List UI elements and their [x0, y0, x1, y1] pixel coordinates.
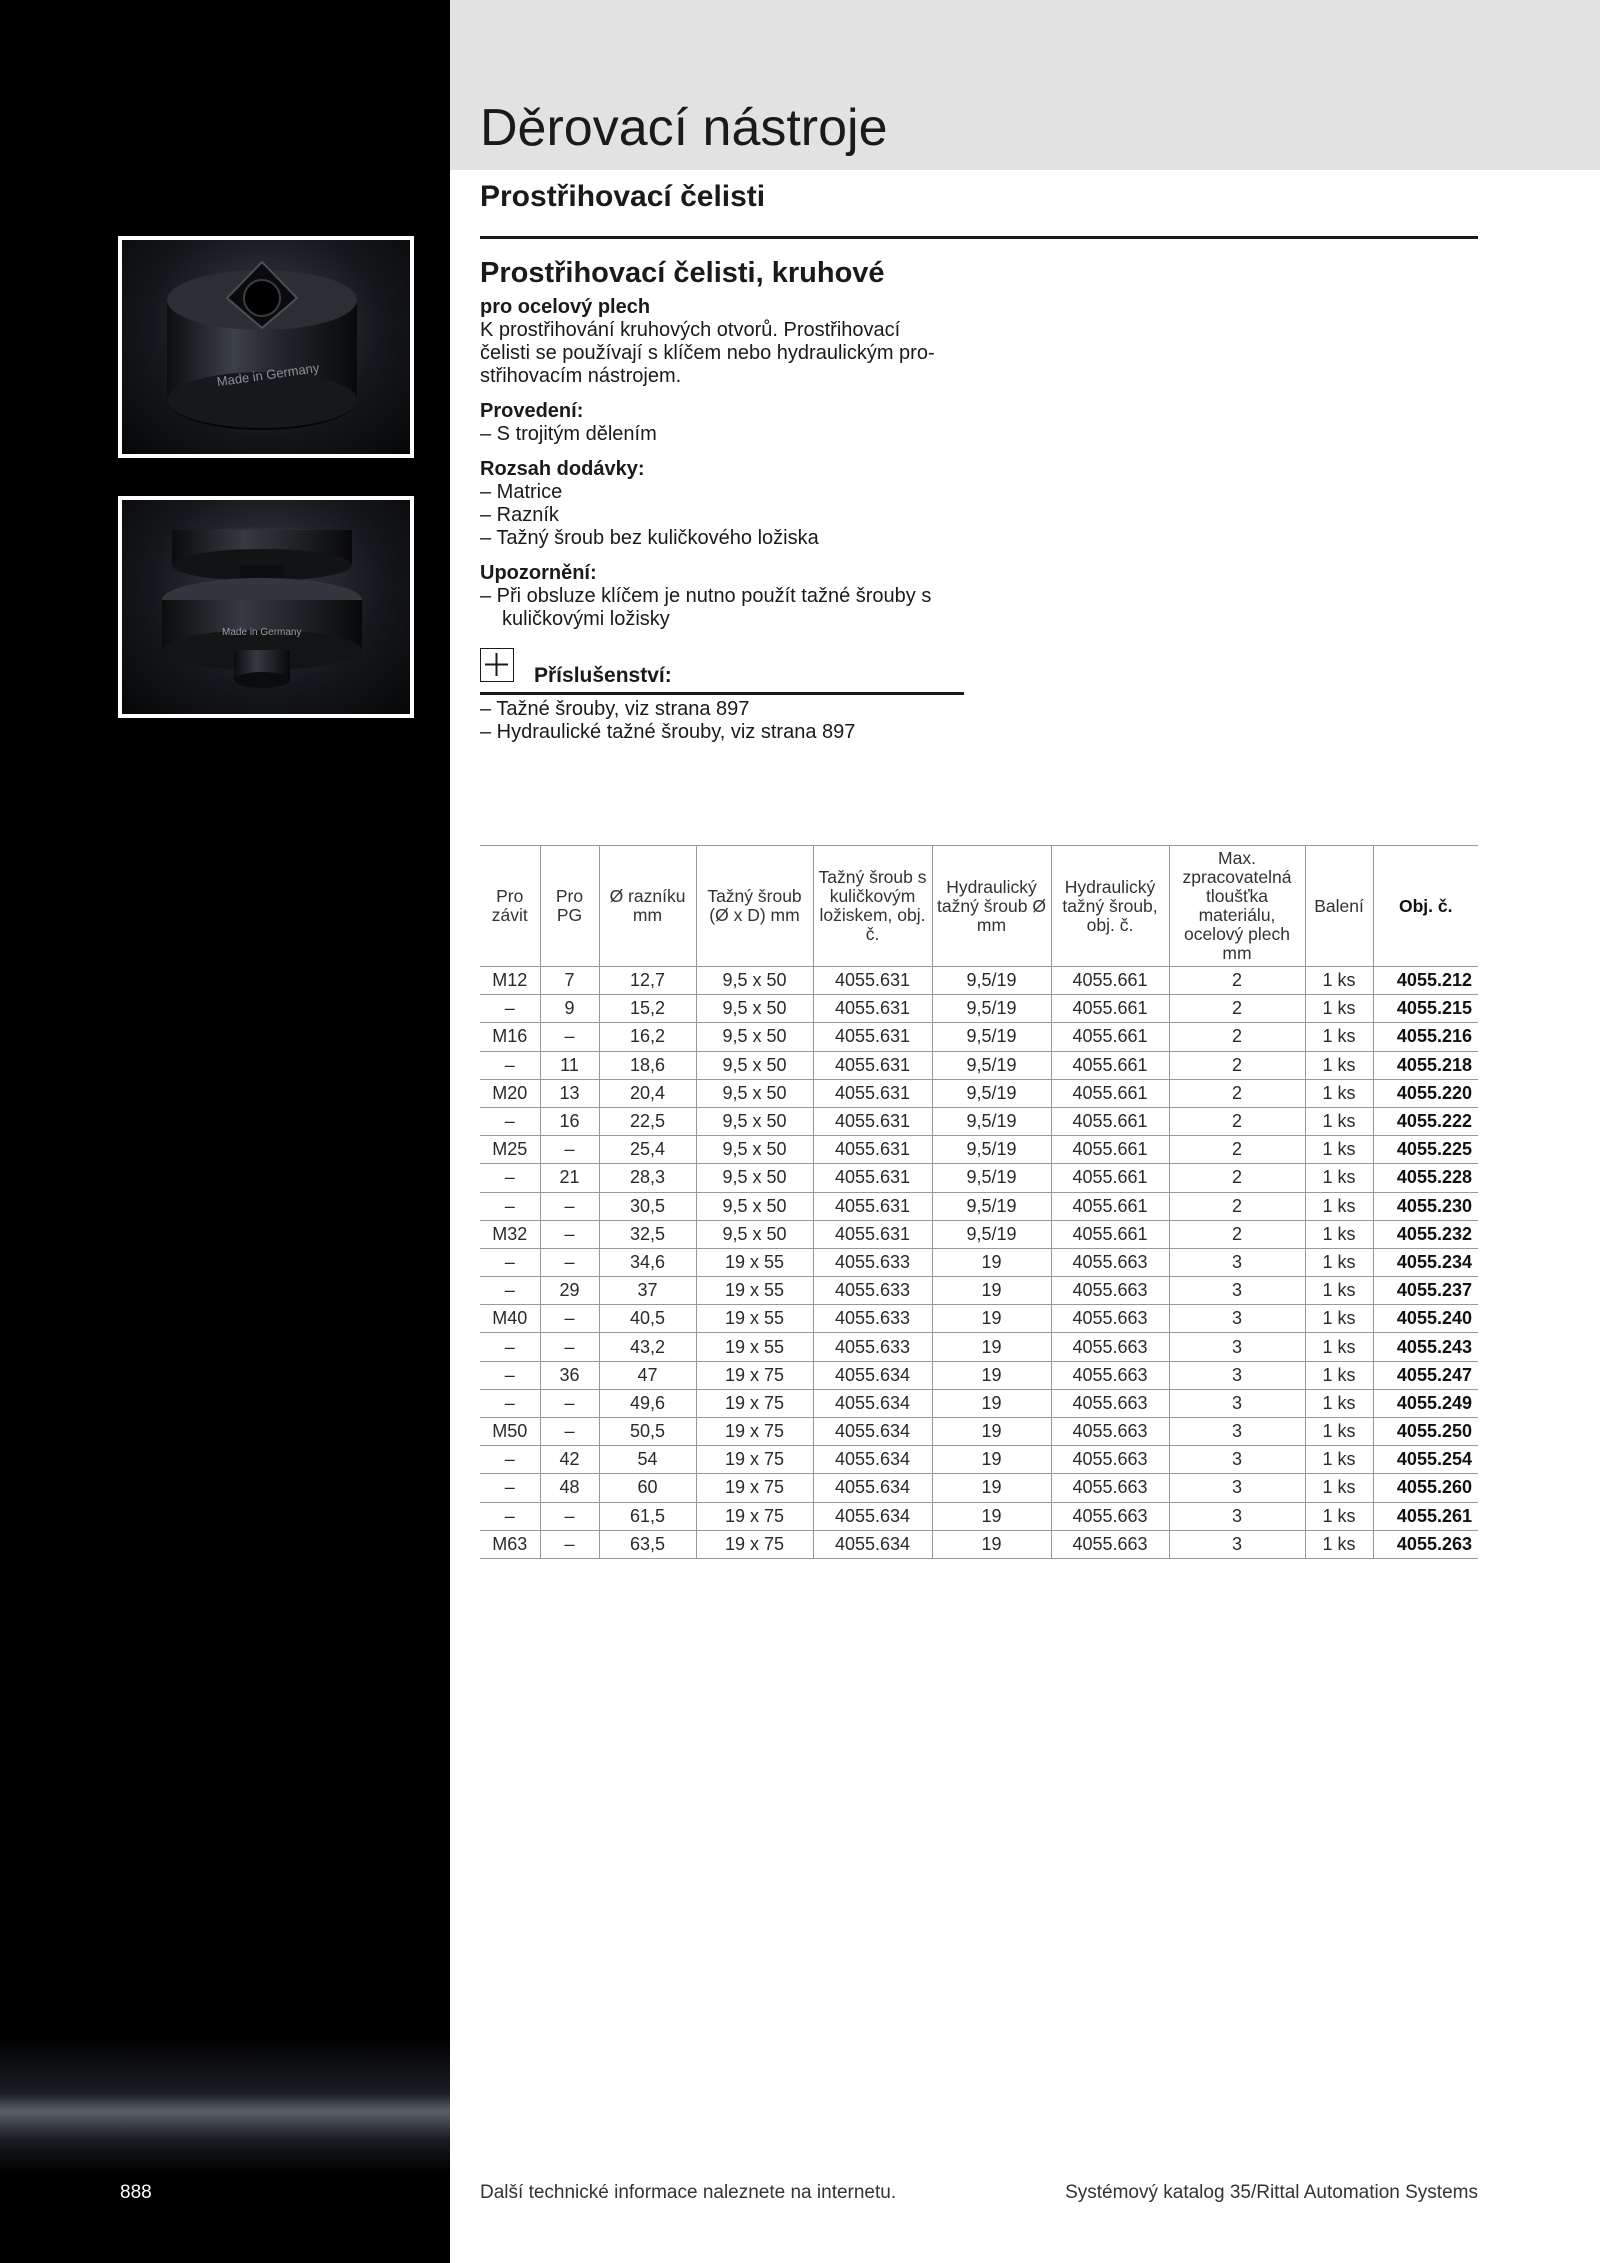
order-number-cell: 4055.215	[1373, 995, 1478, 1023]
scope-item: – Matrice	[480, 481, 563, 503]
table-cell: 1 ks	[1305, 1389, 1373, 1417]
table-cell: 1 ks	[1305, 1079, 1373, 1107]
table-cell: 11	[540, 1051, 599, 1079]
table-cell: –	[480, 1361, 540, 1389]
table-cell: 1 ks	[1305, 967, 1373, 995]
description-line: čelisti se používají s klíčem nebo hydraulickým pro-	[480, 342, 935, 364]
table-body	[480, 967, 1478, 1559]
table-cell: 9,5 x 50	[696, 1136, 813, 1164]
table-cell: M50	[480, 1418, 540, 1446]
table-cell: 4055.631	[813, 995, 932, 1023]
table-cell: 4055.661	[1051, 1164, 1169, 1192]
table-cell: 3	[1169, 1305, 1305, 1333]
table-cell: 1 ks	[1305, 1277, 1373, 1305]
accessory-item: – Hydraulické tažné šrouby, viz strana 897	[480, 721, 856, 743]
section-divider	[480, 236, 1478, 239]
table-row	[480, 1418, 1478, 1446]
order-number-cell: 4055.260	[1373, 1474, 1478, 1502]
table-cell: 4055.661	[1051, 1136, 1169, 1164]
table-cell: –	[480, 1192, 540, 1220]
table-cell: –	[540, 1192, 599, 1220]
table-cell: 9,5 x 50	[696, 967, 813, 995]
table-cell: 9,5 x 50	[696, 1023, 813, 1051]
table-row	[480, 1361, 1478, 1389]
table-cell: 3	[1169, 1530, 1305, 1558]
table-cell: 4055.663	[1051, 1305, 1169, 1333]
table-cell: 18,6	[599, 1051, 696, 1079]
table-cell: 1 ks	[1305, 1530, 1373, 1558]
table-cell: 32,5	[599, 1220, 696, 1248]
table-cell: 9,5/19	[932, 1107, 1051, 1135]
note-label: Upozornění:	[480, 562, 597, 584]
table-cell: 2	[1169, 1220, 1305, 1248]
table-cell: –	[480, 995, 540, 1023]
order-number-cell: 4055.237	[1373, 1277, 1478, 1305]
table-cell: 50,5	[599, 1418, 696, 1446]
table-cell: 1 ks	[1305, 1305, 1373, 1333]
table-cell: 9,5 x 50	[696, 1220, 813, 1248]
table-cell: 9,5 x 50	[696, 1079, 813, 1107]
table-cell: 1 ks	[1305, 1220, 1373, 1248]
table-cell: 4055.631	[813, 1136, 932, 1164]
table-cell: 37	[599, 1277, 696, 1305]
product-description-block	[480, 252, 970, 631]
table-row	[480, 1136, 1478, 1164]
table-row	[480, 1277, 1478, 1305]
order-number-cell: 4055.220	[1373, 1079, 1478, 1107]
table-cell: 19 x 75	[696, 1361, 813, 1389]
page-title: Děrovací nástroje	[480, 99, 888, 157]
table-cell: 19 x 75	[696, 1530, 813, 1558]
table-cell: 1 ks	[1305, 1248, 1373, 1276]
punch-die-parts-image	[122, 500, 410, 714]
table-cell: –	[480, 1107, 540, 1135]
order-number-cell: 4055.232	[1373, 1220, 1478, 1248]
table-cell: –	[540, 1248, 599, 1276]
table-cell: 9,5 x 50	[696, 995, 813, 1023]
product-title: Prostřihovací čelisti, kruhové	[480, 257, 885, 289]
table-cell: 19	[932, 1277, 1051, 1305]
table-cell: 16	[540, 1107, 599, 1135]
table-cell: –	[480, 1474, 540, 1502]
column-header: Hydraulický tažný šroub, obj. č.	[1051, 846, 1169, 967]
table-cell: 21	[540, 1164, 599, 1192]
table-cell: 4055.663	[1051, 1248, 1169, 1276]
table-row	[480, 1446, 1478, 1474]
table-cell: 19	[932, 1530, 1051, 1558]
table-cell: 3	[1169, 1418, 1305, 1446]
table-cell: 2	[1169, 995, 1305, 1023]
table-cell: 19 x 75	[696, 1474, 813, 1502]
table-cell: 9,5 x 50	[696, 1107, 813, 1135]
table-cell: 19	[932, 1502, 1051, 1530]
description-line: K prostřihování kruhových otvorů. Prostřihovací	[480, 319, 901, 341]
table-cell: 19 x 75	[696, 1502, 813, 1530]
table-cell: 4055.631	[813, 1023, 932, 1051]
table-cell: 4055.631	[813, 1107, 932, 1135]
table-cell: 1 ks	[1305, 1418, 1373, 1446]
table-row	[480, 1023, 1478, 1051]
page-number: 888	[120, 2182, 152, 2203]
table-cell: –	[540, 1023, 599, 1051]
table-cell: 19	[932, 1446, 1051, 1474]
table-cell: 3	[1169, 1333, 1305, 1361]
footer-note: Další technické informace naleznete na internetu.	[480, 2182, 897, 2203]
table-cell: 3	[1169, 1502, 1305, 1530]
table-cell: 2	[1169, 1051, 1305, 1079]
table-cell: 4055.634	[813, 1530, 932, 1558]
table-cell: 9,5/19	[932, 995, 1051, 1023]
table-cell: 4055.631	[813, 1164, 932, 1192]
table-cell: 1 ks	[1305, 1136, 1373, 1164]
order-number-cell: 4055.228	[1373, 1164, 1478, 1192]
accessories-header	[480, 648, 964, 695]
table-cell: –	[480, 1389, 540, 1417]
table-cell: –	[480, 1333, 540, 1361]
table-cell: 4055.633	[813, 1277, 932, 1305]
table-cell: 43,2	[599, 1333, 696, 1361]
photo1-text: Made in Germany	[215, 359, 321, 390]
table-cell: 19	[932, 1418, 1051, 1446]
table-cell: M63	[480, 1530, 540, 1558]
table-cell: 4055.631	[813, 1079, 932, 1107]
table-cell: 1 ks	[1305, 1107, 1373, 1135]
table-cell: 34,6	[599, 1248, 696, 1276]
table-cell: 4055.663	[1051, 1361, 1169, 1389]
table-header-row	[480, 846, 1478, 967]
table-cell: 19 x 75	[696, 1446, 813, 1474]
table-cell: 47	[599, 1361, 696, 1389]
footer-catalog: Systémový katalog 35/Rittal Automation Systems	[1065, 2182, 1478, 2203]
table-cell: 30,5	[599, 1192, 696, 1220]
table-cell: 16,2	[599, 1023, 696, 1051]
table-cell: 4055.663	[1051, 1446, 1169, 1474]
table-cell: 9,5/19	[932, 1192, 1051, 1220]
table-cell: 1 ks	[1305, 1192, 1373, 1220]
table-row	[480, 1502, 1478, 1530]
table-cell: 29	[540, 1277, 599, 1305]
table-cell: 4055.663	[1051, 1333, 1169, 1361]
table-cell: 3	[1169, 1474, 1305, 1502]
table-cell: 1 ks	[1305, 1051, 1373, 1079]
table-row	[480, 1530, 1478, 1558]
column-header: Hydraulický tažný šroub Ø mm	[932, 846, 1051, 967]
accessories-list	[480, 698, 855, 744]
table-cell: 4055.663	[1051, 1277, 1169, 1305]
table-cell: 4055.661	[1051, 1107, 1169, 1135]
note-item: – Při obsluze klíčem je nutno použít tažné šrouby s kuličkovými ložisky	[480, 585, 932, 630]
table-cell: 4055.631	[813, 1220, 932, 1248]
table-cell: 9	[540, 995, 599, 1023]
scope-item: – Razník	[480, 504, 559, 526]
table-cell: 9,5/19	[932, 1164, 1051, 1192]
table-cell: 22,5	[599, 1107, 696, 1135]
table-cell: M12	[480, 967, 540, 995]
table-cell: 7	[540, 967, 599, 995]
table-row	[480, 1079, 1478, 1107]
spec-table	[480, 845, 1478, 1559]
table-cell: 2	[1169, 1136, 1305, 1164]
table-cell: 4055.661	[1051, 1023, 1169, 1051]
table-cell: 19 x 75	[696, 1418, 813, 1446]
table-cell: 4055.634	[813, 1361, 932, 1389]
table-cell: 25,4	[599, 1136, 696, 1164]
table-cell: 49,6	[599, 1389, 696, 1417]
table-cell: 28,3	[599, 1164, 696, 1192]
table-cell: 4055.663	[1051, 1502, 1169, 1530]
table-cell: –	[480, 1164, 540, 1192]
table-cell: 4055.661	[1051, 995, 1169, 1023]
table-cell: 9,5 x 50	[696, 1051, 813, 1079]
table-row	[480, 1192, 1478, 1220]
order-number-cell: 4055.240	[1373, 1305, 1478, 1333]
table-row	[480, 1305, 1478, 1333]
scope-item: – Tažný šroub bez kuličkového ložiska	[480, 527, 819, 549]
table-cell: M32	[480, 1220, 540, 1248]
table-cell: –	[480, 1248, 540, 1276]
table-cell: M16	[480, 1023, 540, 1051]
table-cell: 19	[932, 1248, 1051, 1276]
table-cell: 4055.633	[813, 1248, 932, 1276]
product-photo-punch-disassembled	[118, 496, 414, 718]
order-number-cell: 4055.225	[1373, 1136, 1478, 1164]
order-number-cell: 4055.249	[1373, 1389, 1478, 1417]
table-row	[480, 1389, 1478, 1417]
table-cell: 19	[932, 1305, 1051, 1333]
table-cell: –	[540, 1220, 599, 1248]
column-header: Obj. č.	[1373, 846, 1478, 967]
table-cell: –	[540, 1418, 599, 1446]
table-row	[480, 967, 1478, 995]
table-cell: 48	[540, 1474, 599, 1502]
table-cell: 4055.634	[813, 1418, 932, 1446]
table-cell: 4055.631	[813, 1051, 932, 1079]
version-label: Provedení:	[480, 400, 584, 422]
table-cell: 1 ks	[1305, 1446, 1373, 1474]
table-cell: 19 x 55	[696, 1248, 813, 1276]
table-cell: 19	[932, 1333, 1051, 1361]
table-row	[480, 995, 1478, 1023]
table-cell: 2	[1169, 1192, 1305, 1220]
order-number-cell: 4055.222	[1373, 1107, 1478, 1135]
table-cell: 3	[1169, 1248, 1305, 1276]
table-row	[480, 1051, 1478, 1079]
table-cell: 2	[1169, 1079, 1305, 1107]
table-cell: 4055.663	[1051, 1530, 1169, 1558]
scope-label: Rozsah dodávky:	[480, 458, 645, 480]
order-number-cell: 4055.230	[1373, 1192, 1478, 1220]
table-cell: –	[540, 1530, 599, 1558]
table-cell: 4055.663	[1051, 1418, 1169, 1446]
table-cell: 4055.633	[813, 1333, 932, 1361]
table-cell: –	[480, 1277, 540, 1305]
table-cell: –	[480, 1446, 540, 1474]
order-number-cell: 4055.247	[1373, 1361, 1478, 1389]
table-cell: 63,5	[599, 1530, 696, 1558]
table-cell: 9,5 x 50	[696, 1192, 813, 1220]
accessories-label: Příslušenství:	[534, 664, 672, 687]
column-header: Tažný šroub s kuličkovým ložiskem, obj. č.	[813, 846, 932, 967]
table-cell: 1 ks	[1305, 1474, 1373, 1502]
table-cell: 1 ks	[1305, 1333, 1373, 1361]
table-cell: 19	[932, 1474, 1051, 1502]
column-header: Pro závit	[480, 846, 540, 967]
table-cell: 3	[1169, 1277, 1305, 1305]
table-cell: 9,5/19	[932, 1079, 1051, 1107]
table-cell: 4055.634	[813, 1474, 932, 1502]
order-number-cell: 4055.218	[1373, 1051, 1478, 1079]
table-cell: 4055.631	[813, 967, 932, 995]
table-cell: 4055.634	[813, 1446, 932, 1474]
table-cell: 19 x 55	[696, 1277, 813, 1305]
table-cell: 4055.631	[813, 1192, 932, 1220]
table-cell: 42	[540, 1446, 599, 1474]
table-cell: 9,5/19	[932, 967, 1051, 995]
plus-icon	[480, 648, 514, 682]
table-cell: 60	[599, 1474, 696, 1502]
section-title: Prostřihovací čelisti	[480, 180, 766, 213]
table-cell: 4055.661	[1051, 1220, 1169, 1248]
table-cell: 4055.661	[1051, 1051, 1169, 1079]
table-row	[480, 1474, 1478, 1502]
column-header: Ø razníku mm	[599, 846, 696, 967]
table-cell: 12,7	[599, 967, 696, 995]
table-cell: 54	[599, 1446, 696, 1474]
table-row	[480, 1248, 1478, 1276]
table-cell: 4055.633	[813, 1305, 932, 1333]
table-cell: M20	[480, 1079, 540, 1107]
punch-die-image	[122, 240, 410, 454]
table-cell: 61,5	[599, 1502, 696, 1530]
table-row	[480, 1164, 1478, 1192]
table-cell: 1 ks	[1305, 1164, 1373, 1192]
table-cell: –	[540, 1136, 599, 1164]
table-cell: 4055.661	[1051, 967, 1169, 995]
table-cell: 4055.663	[1051, 1389, 1169, 1417]
table-cell: 9,5/19	[932, 1023, 1051, 1051]
order-number-cell: 4055.234	[1373, 1248, 1478, 1276]
column-header: Tažný šroub (Ø x D) mm	[696, 846, 813, 967]
table-cell: 2	[1169, 1023, 1305, 1051]
order-number-cell: 4055.250	[1373, 1418, 1478, 1446]
table-cell: 19 x 75	[696, 1389, 813, 1417]
table-row	[480, 1107, 1478, 1135]
table-cell: 1 ks	[1305, 1502, 1373, 1530]
table-cell: 9,5 x 50	[696, 1164, 813, 1192]
table-cell: 13	[540, 1079, 599, 1107]
table-cell: –	[540, 1333, 599, 1361]
column-header: Balení	[1305, 846, 1373, 967]
description-line: střihovacím nástrojem.	[480, 365, 682, 387]
order-number-cell: 4055.254	[1373, 1446, 1478, 1474]
table-cell: 4055.663	[1051, 1474, 1169, 1502]
table-cell: 2	[1169, 967, 1305, 995]
table-row	[480, 1220, 1478, 1248]
column-header: Max. zpracovatelná tloušťka materiálu, ocelový plech mm	[1169, 846, 1305, 967]
order-number-cell: 4055.243	[1373, 1333, 1478, 1361]
table-cell: 4055.634	[813, 1389, 932, 1417]
product-subtitle: pro ocelový plech	[480, 296, 651, 318]
table-cell: 3	[1169, 1389, 1305, 1417]
order-number-cell: 4055.216	[1373, 1023, 1478, 1051]
table-cell: 4055.634	[813, 1502, 932, 1530]
product-photo-punch-assembled	[118, 236, 414, 458]
column-header: Pro PG	[540, 846, 599, 967]
table-row	[480, 1333, 1478, 1361]
table-cell: 3	[1169, 1361, 1305, 1389]
table-cell: 1 ks	[1305, 995, 1373, 1023]
photo2-text: Made in Germany	[222, 627, 302, 638]
table-cell: 19 x 55	[696, 1305, 813, 1333]
table-cell: 15,2	[599, 995, 696, 1023]
table-cell: 4055.661	[1051, 1192, 1169, 1220]
table-cell: –	[480, 1051, 540, 1079]
table-cell: 9,5/19	[932, 1136, 1051, 1164]
accessory-item: – Tažné šrouby, viz strana 897	[480, 698, 750, 720]
table-cell: 20,4	[599, 1079, 696, 1107]
version-item: – S trojitým dělením	[480, 423, 657, 445]
table-cell: –	[540, 1502, 599, 1530]
order-number-cell: 4055.261	[1373, 1502, 1478, 1530]
table-cell: 1 ks	[1305, 1361, 1373, 1389]
table-cell: 9,5/19	[932, 1051, 1051, 1079]
table-cell: –	[540, 1305, 599, 1333]
table-cell: –	[540, 1389, 599, 1417]
table-cell: 9,5/19	[932, 1220, 1051, 1248]
table-cell: M25	[480, 1136, 540, 1164]
table-cell: 19 x 55	[696, 1333, 813, 1361]
table-cell: 2	[1169, 1107, 1305, 1135]
order-number-cell: 4055.263	[1373, 1530, 1478, 1558]
table-cell: 40,5	[599, 1305, 696, 1333]
table-cell: 36	[540, 1361, 599, 1389]
table-cell: M40	[480, 1305, 540, 1333]
table-cell: 4055.661	[1051, 1079, 1169, 1107]
table-cell: 1 ks	[1305, 1023, 1373, 1051]
table-cell: 3	[1169, 1446, 1305, 1474]
order-number-cell: 4055.212	[1373, 967, 1478, 995]
table-cell: 19	[932, 1389, 1051, 1417]
table-cell: 2	[1169, 1164, 1305, 1192]
table-cell: –	[480, 1502, 540, 1530]
table-cell: 19	[932, 1361, 1051, 1389]
